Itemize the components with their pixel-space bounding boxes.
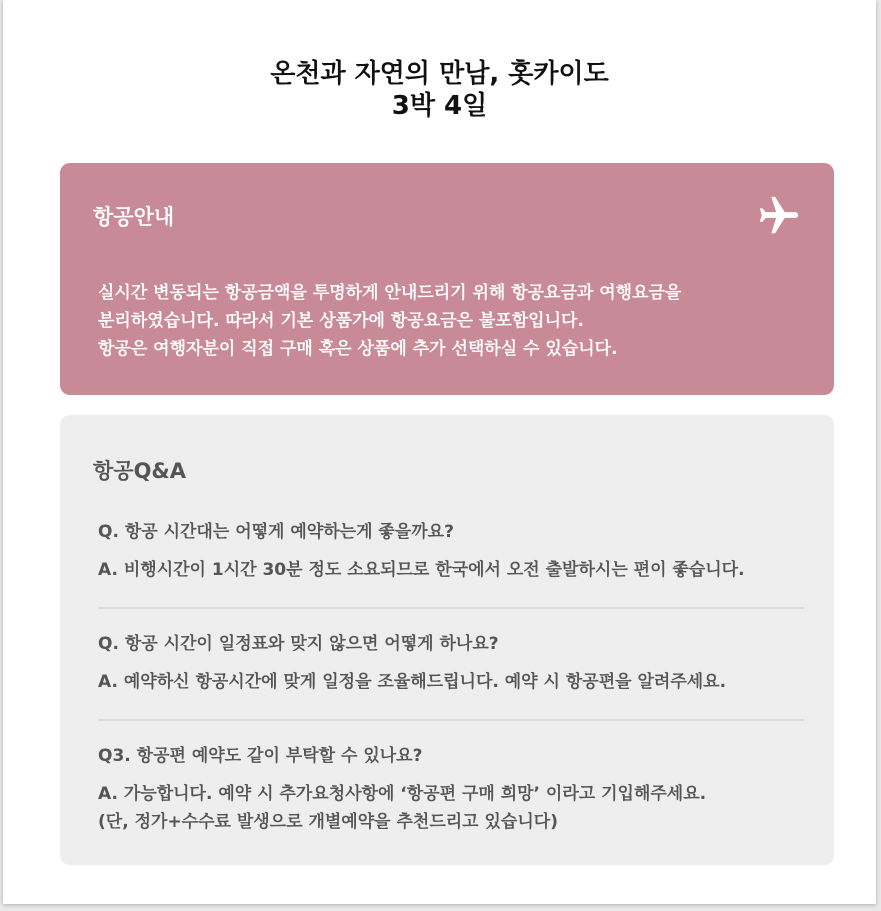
qa-item: [98, 630, 804, 696]
qa-answer-line: A. 가능합니다. 예약 시 추가요청사항에 ‘항공편 구매 희망’ 이라고 기입해주세요.: [98, 784, 707, 804]
qa-answer-line: A. 비행시간이 1시간 30분 정도 소요되므로 한국에서 오전 출발하시는 편이 좋습니다.: [98, 560, 745, 580]
qa-answer-line: (단, 정가+수수료 발생으로 개별예약을 추천드리고 있습니다): [98, 812, 558, 832]
qa-item: [98, 518, 804, 584]
flight-info-heading: 항공안내: [93, 205, 175, 229]
qa-question: Q. 항공 시간이 일정표와 맞지 않으면 어떻게 하나요?: [98, 634, 499, 654]
qa-heading: 항공Q&A: [93, 459, 186, 483]
flight-info-description: [98, 279, 798, 363]
qa-answer: [98, 556, 804, 584]
page-title: [3, 58, 876, 122]
page-title-line1: 온천과 자연의 만남, 홋카이도: [270, 59, 609, 89]
qa-answer-line: A. 예약하신 항공시간에 맞게 일정을 조율해드립니다. 예약 시 항공편을 알려주세요.: [98, 672, 727, 692]
qa-question: Q. 항공 시간대는 어떻게 예약하는게 좋을까요?: [98, 522, 454, 542]
flight-info-line: 항공은 여행자분이 직접 구매 혹은 상품에 추가 선택하실 수 있습니다.: [98, 339, 618, 359]
qa-question: Q3. 항공편 예약도 같이 부탁할 수 있나요?: [98, 746, 423, 766]
qa-answer: [98, 668, 804, 696]
qa-divider: [98, 719, 804, 721]
flight-info-card: [60, 163, 834, 395]
airplane-icon: [756, 193, 802, 239]
qa-divider: [98, 607, 804, 609]
flight-qa-card: [60, 415, 834, 865]
flight-info-line: 분리하였습니다. 따라서 기본 상품가에 항공요금은 불포함입니다.: [98, 311, 584, 331]
qa-answer: [98, 780, 804, 836]
flight-info-line: 실시간 변동되는 항공금액을 투명하게 안내드리기 위해 항공요금과 여행요금을: [98, 283, 682, 303]
qa-item: [98, 742, 804, 836]
page: [3, 0, 876, 904]
page-title-line2: 3박 4일: [391, 91, 488, 121]
